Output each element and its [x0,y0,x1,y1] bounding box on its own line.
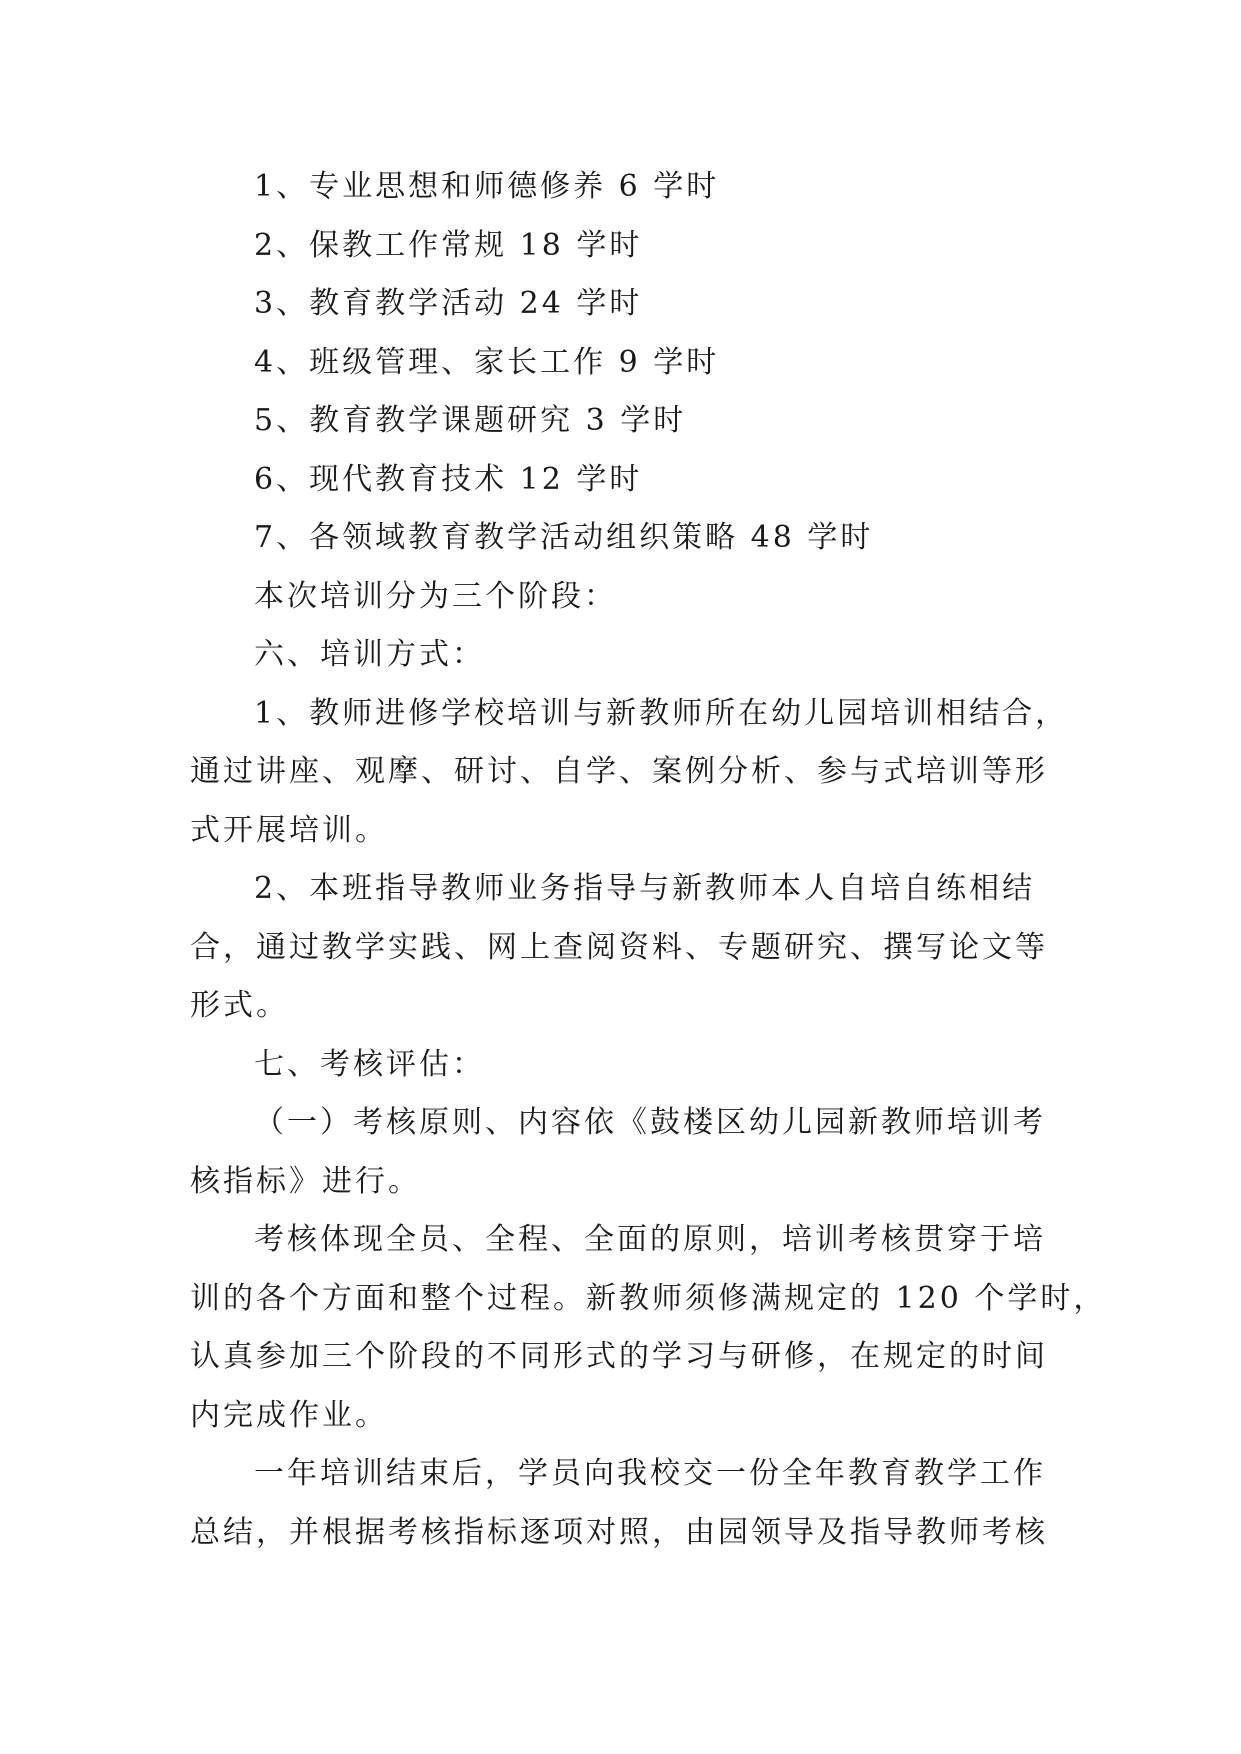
text-line: 一年培训结束后，学员向我校交一份全年教育教学工作 [254,1456,1046,1491]
text-line: 通过讲座、观摩、研讨、自学、案例分析、参与式培训等形 [190,754,1048,789]
text-line: 内完成作业。 [190,1397,388,1433]
text-line: 认真参加三个阶段的不同形式的学习与研修，在规定的时间 [190,1339,1048,1374]
text-line: 4、班级管理、家长工作 9 学时 [254,344,720,380]
text-line: 考核体现全员、全程、全面的原则，培训考核贯穿于培 [254,1222,1046,1257]
text-line: 1、专业思想和师德修养 6 学时 [254,169,720,204]
text-line: 5、教育教学课题研究 3 学时 [254,403,687,438]
text-line: 7、各领域教育教学活动组织策略 48 学时 [254,520,874,555]
text-line: 核指标》进行。 [190,1163,421,1199]
text-line: 2、保教工作常规 18 学时 [254,227,643,263]
text-line: 3、教育教学活动 24 学时 [254,286,643,321]
text-line: 六、培训方式： [254,637,485,672]
text-line: 合，通过教学实践、网上查阅资料、专题研究、撰写论文等 [190,929,1048,965]
text-line: 式开展培训。 [190,812,388,848]
text-line: 6、现代教育技术 12 学时 [254,461,643,497]
text-line: 训的各个方面和整个过程。新教师须修满规定的 120 个学时， [190,1280,1107,1316]
document-body [190,158,1107,1562]
text-line: 1、教师进修学校培训与新教师所在幼儿园培训相结合， [254,695,1069,731]
text-line: 总结，并根据考核指标逐项对照，由园领导及指导教师考核 [190,1514,1048,1550]
text-line: （一）考核原则、内容依《鼓楼区幼儿园新教师培训考 [254,1105,1046,1140]
text-line: 本次培训分为三个阶段： [254,578,617,614]
text-line: 2、本班指导教师业务指导与新教师本人自培自练相结 [254,871,1036,906]
text-line: 七、考核评估： [254,1046,485,1082]
text-line: 形式。 [190,988,289,1023]
